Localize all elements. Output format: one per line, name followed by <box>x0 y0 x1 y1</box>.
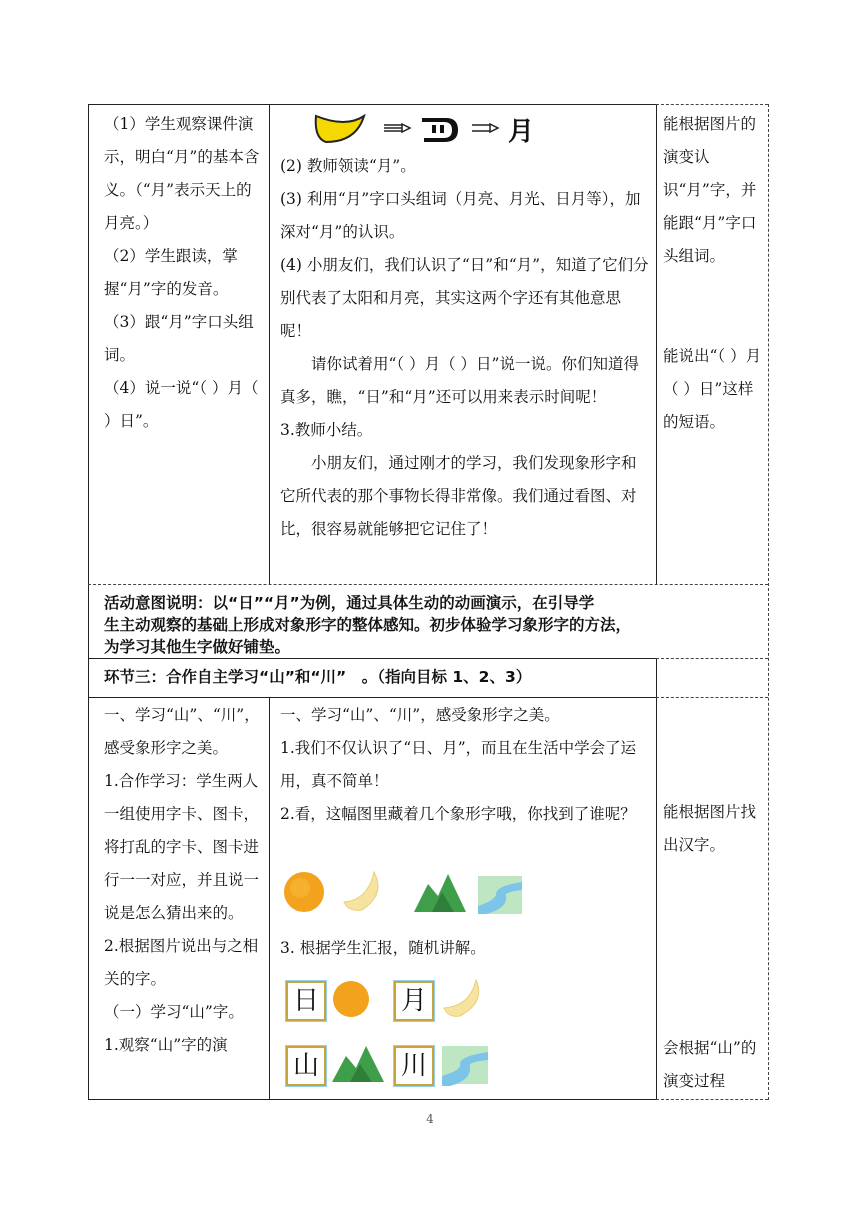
teacher-activity-cell <box>280 150 650 546</box>
teacher-step: (4) 小朋友们，我们认识了“日”和“月”，知道了它们分别代表了太阳和月亮，其实这两个字还有其他意思呢！ <box>280 256 649 340</box>
student-step: 一、学习“山”、“川”，感受象形字之美。 <box>104 706 260 757</box>
char-card: 山 <box>286 1046 326 1086</box>
sun-icon <box>330 978 372 1020</box>
teacher-activity-cell <box>280 932 650 965</box>
note-line: 为学习其他生字做好铺垫。 <box>104 638 291 656</box>
learning-goal: 会根据“山”的演变过程 <box>663 1039 757 1090</box>
evolution-final-char: 月 <box>508 117 535 147</box>
student-step: 2.根据图片说出与之相关的字。 <box>104 937 259 988</box>
column-divider <box>768 104 769 1100</box>
note-line: 活动意图说明：以“日”“月”为例，通过具体生动的动画演示，在引导学 <box>104 594 595 612</box>
student-step: （1）学生观察课件演示，明白“月”的基本含义。（“月”表示天上的月亮。） <box>104 115 260 232</box>
char-card: 日 <box>286 981 326 1021</box>
ancient-moon-glyph-icon <box>422 118 458 142</box>
teacher-step: 请你试着用“（ ）月（ ）日”说一说。你们知道得真多，瞧，“日”和“月”还可以用来表示时间呢！ <box>280 355 639 406</box>
teacher-step: (2) 教师领读“月”。 <box>280 157 416 175</box>
mountain-icon <box>414 874 466 912</box>
row-divider <box>656 658 768 659</box>
moon-evolution-image <box>306 108 556 148</box>
student-step: （2）学生跟读，掌握“月”字的发音。 <box>104 247 238 298</box>
student-step: 1.观察“山”字的演 <box>104 1036 228 1054</box>
moon-icon <box>316 116 364 142</box>
teacher-step: 一、学习“山”、“川”，感受象形字之美。 <box>280 706 560 724</box>
student-step: （一）学习“山”字。 <box>104 1003 244 1021</box>
row-divider <box>656 697 768 698</box>
teacher-activity-cell <box>280 699 650 831</box>
char-card: 川 <box>394 1046 434 1086</box>
teacher-step: 3.教师小结。 <box>280 421 373 439</box>
section-title: 环节三：合作自主学习“山”和“川” 。（指向目标 1、2、3） <box>104 668 532 686</box>
row-divider <box>656 104 768 105</box>
teacher-step: 1.我们不仅认识了“日、月”，而且在生活中学会了运用，真不简单！ <box>280 739 637 790</box>
row-divider <box>656 1099 768 1100</box>
goal-cell <box>663 796 765 862</box>
river-icon <box>478 876 522 914</box>
char-card: 月 <box>394 981 434 1021</box>
row-divider <box>88 584 768 585</box>
picture-row <box>282 866 532 918</box>
goal-cell <box>663 1032 765 1098</box>
arrow-icon <box>472 124 498 132</box>
note-line: 生主动观察的基础上形成对象形字的整体感知。初步体验学习象形字的方法， <box>104 616 632 634</box>
mountain-icon <box>330 1042 386 1086</box>
teacher-step: 2.看，这幅图里藏着几个象形字哦，你找到了谁呢？ <box>280 805 636 823</box>
river-icon <box>442 1044 488 1086</box>
teacher-step: (3) 利用“月”字口头组词（月亮、月光、日月等），加深对“月”的认识。 <box>280 190 641 241</box>
moon-icon <box>440 976 486 1022</box>
student-step: （3）跟“月”字口头组词。 <box>104 313 254 364</box>
learning-goal: 能根据图片找出汉字。 <box>663 803 757 854</box>
goal-cell <box>663 108 765 273</box>
learning-goal: 能说出“（ ）月（ ）日”这样的短语。 <box>663 347 762 431</box>
student-step: 1.合作学习：学生两人一组使用字卡、图卡，将打乱的字卡、图卡进行一一对应，并且说一说是怎么猜出来的。 <box>104 772 260 922</box>
teacher-step: 3. 根据学生汇报，随机讲解。 <box>280 939 486 957</box>
sun-icon <box>284 872 324 912</box>
page-number: 4 <box>426 1112 434 1126</box>
goal-cell <box>663 340 765 439</box>
activity-intent-note <box>104 592 664 658</box>
student-activity-cell <box>104 108 262 438</box>
student-step: （4）说一说“（ ）月（ ）日”。 <box>104 379 259 430</box>
learning-goal: 能根据图片的演变认识“月”字，并能跟“月”字口头组词。 <box>663 115 757 265</box>
arrow-icon <box>384 124 410 132</box>
teacher-step: 小朋友们，通过刚才的学习，我们发现象形字和它所代表的那个事物长得非常像。我们通过看图、对比，很容易就能够把它记住了！ <box>280 454 637 538</box>
moon-icon <box>344 872 378 910</box>
student-activity-cell <box>104 699 264 1062</box>
